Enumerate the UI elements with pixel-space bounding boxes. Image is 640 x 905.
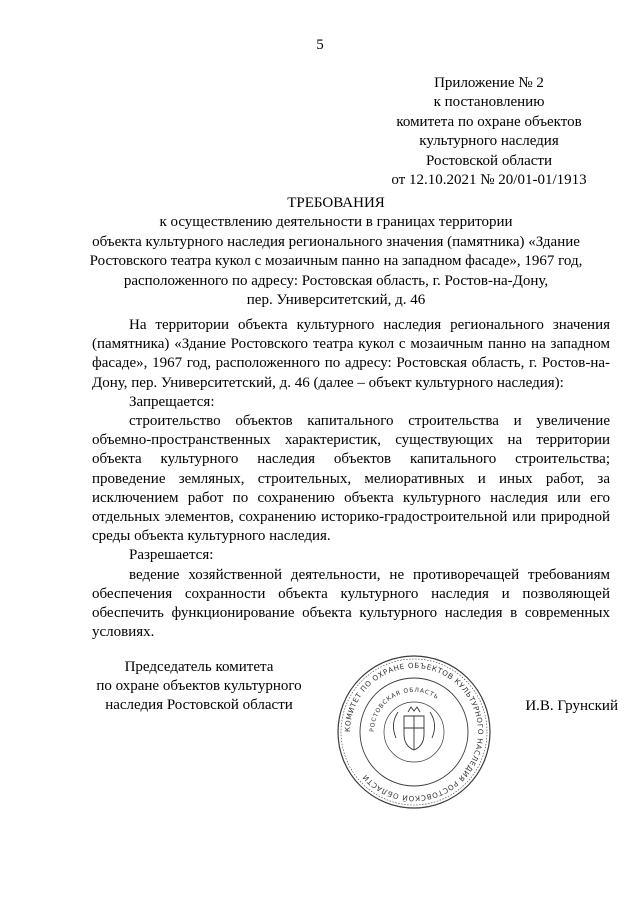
document-body [92, 316, 610, 642]
prohibited-paragraph: строительство объектов капитального строительства и увеличение объемно-пространственных характеристик, существующих на территории объекта культурного наследия объектов капитального строительства; проведение земляных, строительных, мелиоративных и иных работ, за исключением работ по сохранению объекта культурного наследия или его отдельных элементов, сохранению историко-градостроительной или природной среды объекта культурного наследия. [92, 413, 610, 545]
title-line: Ростовского театра кукол с мозаичным панно на западном фасаде», 1967 год, [89, 253, 583, 270]
appendix-line: к постановлению [433, 94, 545, 111]
appendix-line: Приложение № 2 [434, 75, 544, 91]
allowed-label: Разрешается: [129, 547, 214, 564]
appendix-line: комитета по охране объектов [396, 113, 582, 130]
appendix-line: Ростовской области [426, 152, 552, 169]
signatory-name: И.В. Грунский [525, 698, 618, 714]
title-line: к осуществлению деятельности в границах территории [159, 214, 513, 231]
coat-of-arms-icon [393, 707, 434, 750]
document-title [80, 194, 592, 310]
prohibited-label: Запрещается: [129, 393, 215, 410]
signatory-position [82, 658, 316, 716]
seal-outer-text: КОМИТЕТ ПО ОХРАНЕ ОБЪЕКТОВ КУЛЬТУРНОГО НАСЛЕДИЯ РОСТОВСКОЙ ОБЛАСТИ [342, 660, 486, 804]
page-number: 5 [316, 37, 324, 53]
title-heading: ТРЕБОВАНИЯ [287, 195, 385, 211]
appendix-header [372, 74, 606, 190]
appendix-line: культурного наследия [419, 133, 559, 150]
allowed-paragraph: ведение хозяйственной деятельности, не противоречащей требованиям обеспечения сохранности объекта культурного наследия и позволяющей обеспечить функционирование объекта культурного наследия в современных условиях. [92, 566, 610, 641]
position-line: наследия Ростовской области [105, 697, 293, 714]
title-line: пер. Университетский, д. 46 [246, 292, 426, 309]
official-seal-icon [334, 652, 494, 812]
svg-text:РОСТОВСКАЯ ОБЛАСТЬ [369, 687, 440, 732]
position-line: по охране объектов культурного [96, 678, 302, 695]
appendix-line: от 12.10.2021 № 20/01-01/1913 [391, 172, 587, 189]
seal-inner-text: РОСТОВСКАЯ ОБЛАСТЬ [368, 686, 441, 733]
title-line: объекта культурного наследия регионального значения (памятника) «Здание [92, 233, 580, 250]
position-line: Председатель комитета [124, 659, 274, 675]
intro-paragraph: На территории объекта культурного наследия регионального значения (памятника) «Здание Ростовского театра кукол с мозаичным панно на западном фасаде», 1967 год, расположенного по адресу: Ростовская область, г. Ростов-на-Дону, пер. Университетский, д. 46 (далее – объект культурного наследия): [92, 317, 610, 391]
title-line: расположенного по адресу: Ростовская область, г. Ростов-на-Дону, [123, 272, 549, 289]
